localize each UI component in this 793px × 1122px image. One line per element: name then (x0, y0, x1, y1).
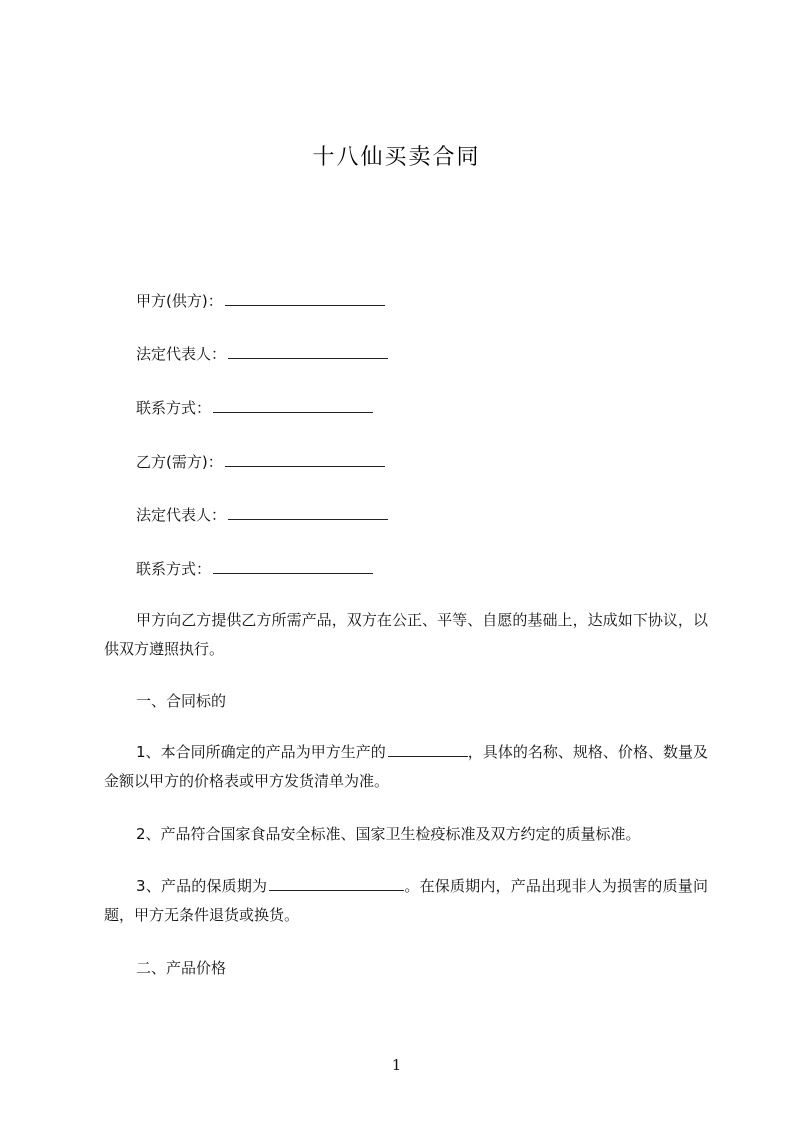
party-b-rep-field (136, 505, 388, 525)
party-b-field (136, 452, 385, 472)
section1-item1-suffix: ，具体的名称、规格、价格、数量及金额以甲方的价格表或甲方发货清单为准。 (104, 743, 708, 790)
intro-paragraph (104, 606, 708, 664)
intro-text: 甲方向乙方提供乙方所需产品，双方在公正、平等、自愿的基础上，达成如下协议，以供双方遵照执行。 (104, 611, 708, 658)
document-title: 十八仙买卖合同 (312, 145, 481, 170)
section2-heading: 二、产品价格 (136, 959, 227, 977)
section1-item3-prefix: 3、产品的保质期为 (136, 877, 268, 895)
party-b-rep-blank (228, 505, 388, 520)
section1-item2-text: 2、产品符合国家食品安全标准、国家卫生检疫标准及双方约定的质量标准。 (136, 825, 641, 843)
party-a-blank (225, 291, 385, 306)
section1-item3-suffix: 。在保质期内，产品出现非人为损害的质量问题，甲方无条件退货或换货。 (104, 877, 708, 924)
party-b-blank (225, 452, 385, 467)
party-b-contact-blank (213, 559, 373, 574)
section1-item1 (104, 738, 708, 796)
section1-heading: 一、合同标的 (136, 692, 227, 710)
party-a-rep-label: 法定代表人： (136, 345, 227, 363)
page-number: 1 (391, 1056, 402, 1074)
party-a-rep-field (136, 344, 388, 364)
party-b-contact-field (136, 559, 373, 579)
section1-item2 (104, 820, 708, 849)
party-a-contact-label: 联系方式： (136, 399, 212, 417)
party-a-label: 甲方(供方)： (136, 292, 223, 310)
party-a-field (136, 291, 385, 311)
product-blank (388, 742, 468, 757)
party-a-contact-blank (213, 398, 373, 413)
section1-item3 (104, 872, 708, 930)
party-a-rep-blank (228, 344, 388, 359)
party-b-contact-label: 联系方式： (136, 560, 212, 578)
party-b-rep-label: 法定代表人： (136, 506, 227, 524)
shelf-life-blank (269, 876, 404, 891)
party-a-contact-field (136, 398, 373, 418)
party-b-label: 乙方(需方)： (136, 453, 223, 471)
section1-item1-prefix: 1、本合同所确定的产品为甲方生产的 (136, 743, 386, 761)
